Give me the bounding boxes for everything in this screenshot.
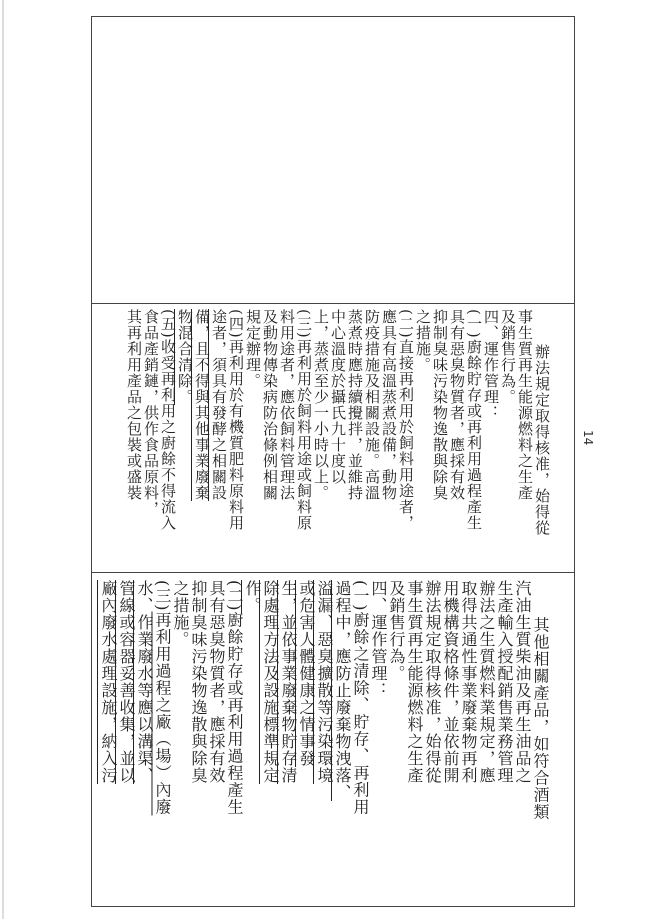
- item-label: (五): [159, 309, 177, 339]
- left-cell-line: 取得共通性事業廢棄物再利: [459, 580, 478, 784]
- item-line: 過程中，應防止廢棄物洩落、: [333, 580, 352, 801]
- item-line: 水、作業廢水等應以溝渠、: [135, 580, 154, 784]
- item-line: 備，且不得與其他事業廢棄: [193, 309, 211, 501]
- item-line: 作。: [243, 580, 262, 614]
- item-line: 防疫措施及相關設施。高溫: [363, 309, 381, 501]
- item-line: 上，蒸煮至少一小時以上。: [312, 309, 330, 501]
- item-label: (一): [465, 309, 483, 339]
- item-line: 中心溫度於攝氏九十度以: [329, 309, 347, 485]
- item-line: 物混合清除。: [176, 309, 194, 405]
- right-cell-line: 事生質再生能源燃料之生產: [516, 309, 534, 501]
- item-line: 廚餘貯存或再利用過程產生: [465, 338, 483, 531]
- item-line: 管線或容器妥善收集，並以: [117, 580, 136, 784]
- item-label: (三): [295, 309, 313, 339]
- item-line: 生，並依事業廢棄物貯存清: [279, 580, 298, 784]
- left-cell-line: 用機構資格條件，並依前開: [441, 580, 460, 784]
- right-cell-line: 辦法規定取得核准，始得從: [533, 343, 551, 536]
- scan-edge: [2, 0, 4, 919]
- item-line: 食品產銷鏈，供作食品原料，: [142, 309, 160, 517]
- item-line: 溢漏、惡臭擴散等污染環境: [315, 580, 334, 784]
- left-cell-line: 生產輸入授配銷售業務管理: [495, 580, 514, 784]
- item-label: (四): [227, 309, 245, 339]
- left-cell-line: 辦法之生質燃料業規定，應: [477, 580, 496, 784]
- item-line: 具有惡臭物質者，應採有效: [448, 309, 466, 501]
- left-cell-line: 汽油生質柴油及再生油品之: [513, 580, 532, 784]
- item-line: 之措施。: [414, 309, 432, 373]
- section-heading: 四、運作管理：: [369, 580, 388, 699]
- item-line: 收受再利用之廚餘不得流入: [159, 338, 177, 531]
- table-border-top: [91, 16, 575, 17]
- item-label: (一): [351, 580, 370, 612]
- right-cell-line: 及銷售行為。: [499, 309, 517, 405]
- item-text: 廚餘之清除、貯存、再利用: [351, 611, 370, 816]
- item-line: 之措施。: [171, 580, 190, 648]
- item-line: 其再利用產品之包裝或盛裝: [125, 309, 143, 501]
- item-line: 或危害人體健康之情事發: [297, 580, 316, 767]
- left-cell: [91, 572, 575, 906]
- item-label: (三): [153, 580, 172, 612]
- item-line: 抑制臭味污染物逸散與除臭: [189, 580, 208, 784]
- page-number: 14: [581, 430, 595, 446]
- item-line: 具有惡臭物質者，應採有效: [207, 580, 226, 784]
- section-heading: 四、運作管理：: [482, 309, 500, 421]
- item-line: 及動物傳染病防治條例相關: [261, 309, 279, 501]
- right-cell: [91, 303, 575, 572]
- item-text: 再利用過程之廠（場）內廢: [153, 611, 172, 816]
- item-line: 抑制臭味污染物逸散與除臭: [431, 309, 449, 501]
- item-line: 途者，須具有發酵之相關設: [210, 309, 228, 501]
- item-line: 除處理方法及設施標準規定: [261, 580, 280, 784]
- left-cell-line: 事生質再生能源燃料之生產: [405, 580, 424, 784]
- item-line: 廠內廢水處理設施，納入污: [99, 580, 118, 784]
- item-text: 廚餘貯存或再利用過程產生: [225, 611, 244, 816]
- left-cell-line: 及銷售行為。: [387, 580, 406, 682]
- item-line: 再利用於飼料用途或飼料原: [295, 338, 313, 531]
- item-line: 規定辦理。: [244, 309, 262, 389]
- item-line: 應具有高溫蒸煮設備，動物: [380, 309, 398, 501]
- left-cell-line: 其他相關產品，如符合酒類: [531, 616, 550, 821]
- item-line: 蒸煮時應持續攪拌，並維持: [346, 309, 364, 501]
- item-label: (二): [397, 309, 415, 339]
- item-line: 料用途者，應依飼料管理法: [278, 309, 296, 501]
- item-label: (二): [225, 580, 244, 612]
- left-cell-line: 辦法規定取得核准，始得從: [423, 580, 442, 784]
- table-border-bottom: [91, 906, 575, 907]
- item-line: 再利用於有機質肥料原料用: [227, 338, 245, 531]
- item-line: 直接再利用於飼料用途者，: [397, 338, 415, 531]
